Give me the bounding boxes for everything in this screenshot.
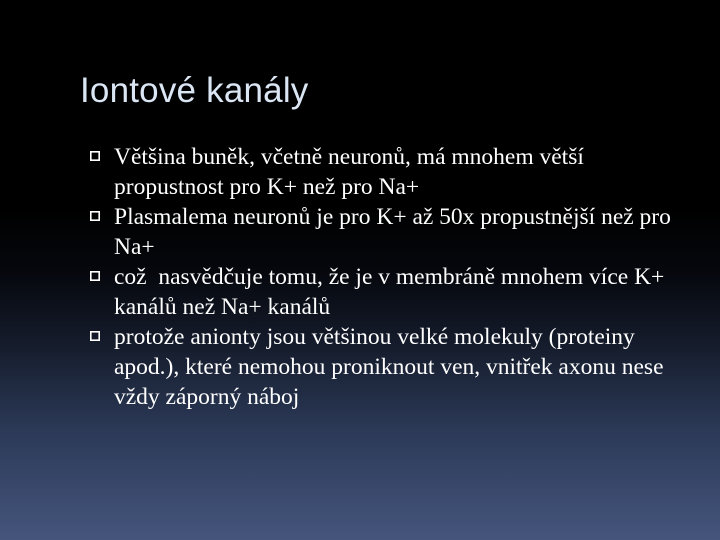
bullet-text: Většina buněk, včetně neuronů, má mnohem větší propustnost pro K+ než pro Na+	[114, 144, 584, 200]
bullet-list	[88, 142, 688, 412]
square-bullet-icon	[90, 331, 100, 341]
list-item	[88, 202, 688, 262]
list-item	[88, 322, 688, 412]
square-bullet-icon	[90, 271, 100, 281]
square-bullet-icon	[90, 211, 100, 221]
list-item	[88, 142, 688, 202]
slide-title: Iontové kanály	[80, 71, 309, 111]
bullet-text: což nasvědčuje tomu, že je v membráně mnohem více K+ kanálů než Na+ kanálů	[114, 264, 671, 320]
list-item	[88, 262, 688, 322]
bullet-text: protože anionty jsou většinou velké molekuly (proteiny apod.), které nemohou proniknout ven, vnitřek axonu nese vždy záporný náboj	[114, 324, 664, 410]
bullet-text: Plasmalema neuronů je pro K+ až 50x propustnější než pro Na+	[114, 204, 671, 260]
square-bullet-icon	[90, 151, 100, 161]
